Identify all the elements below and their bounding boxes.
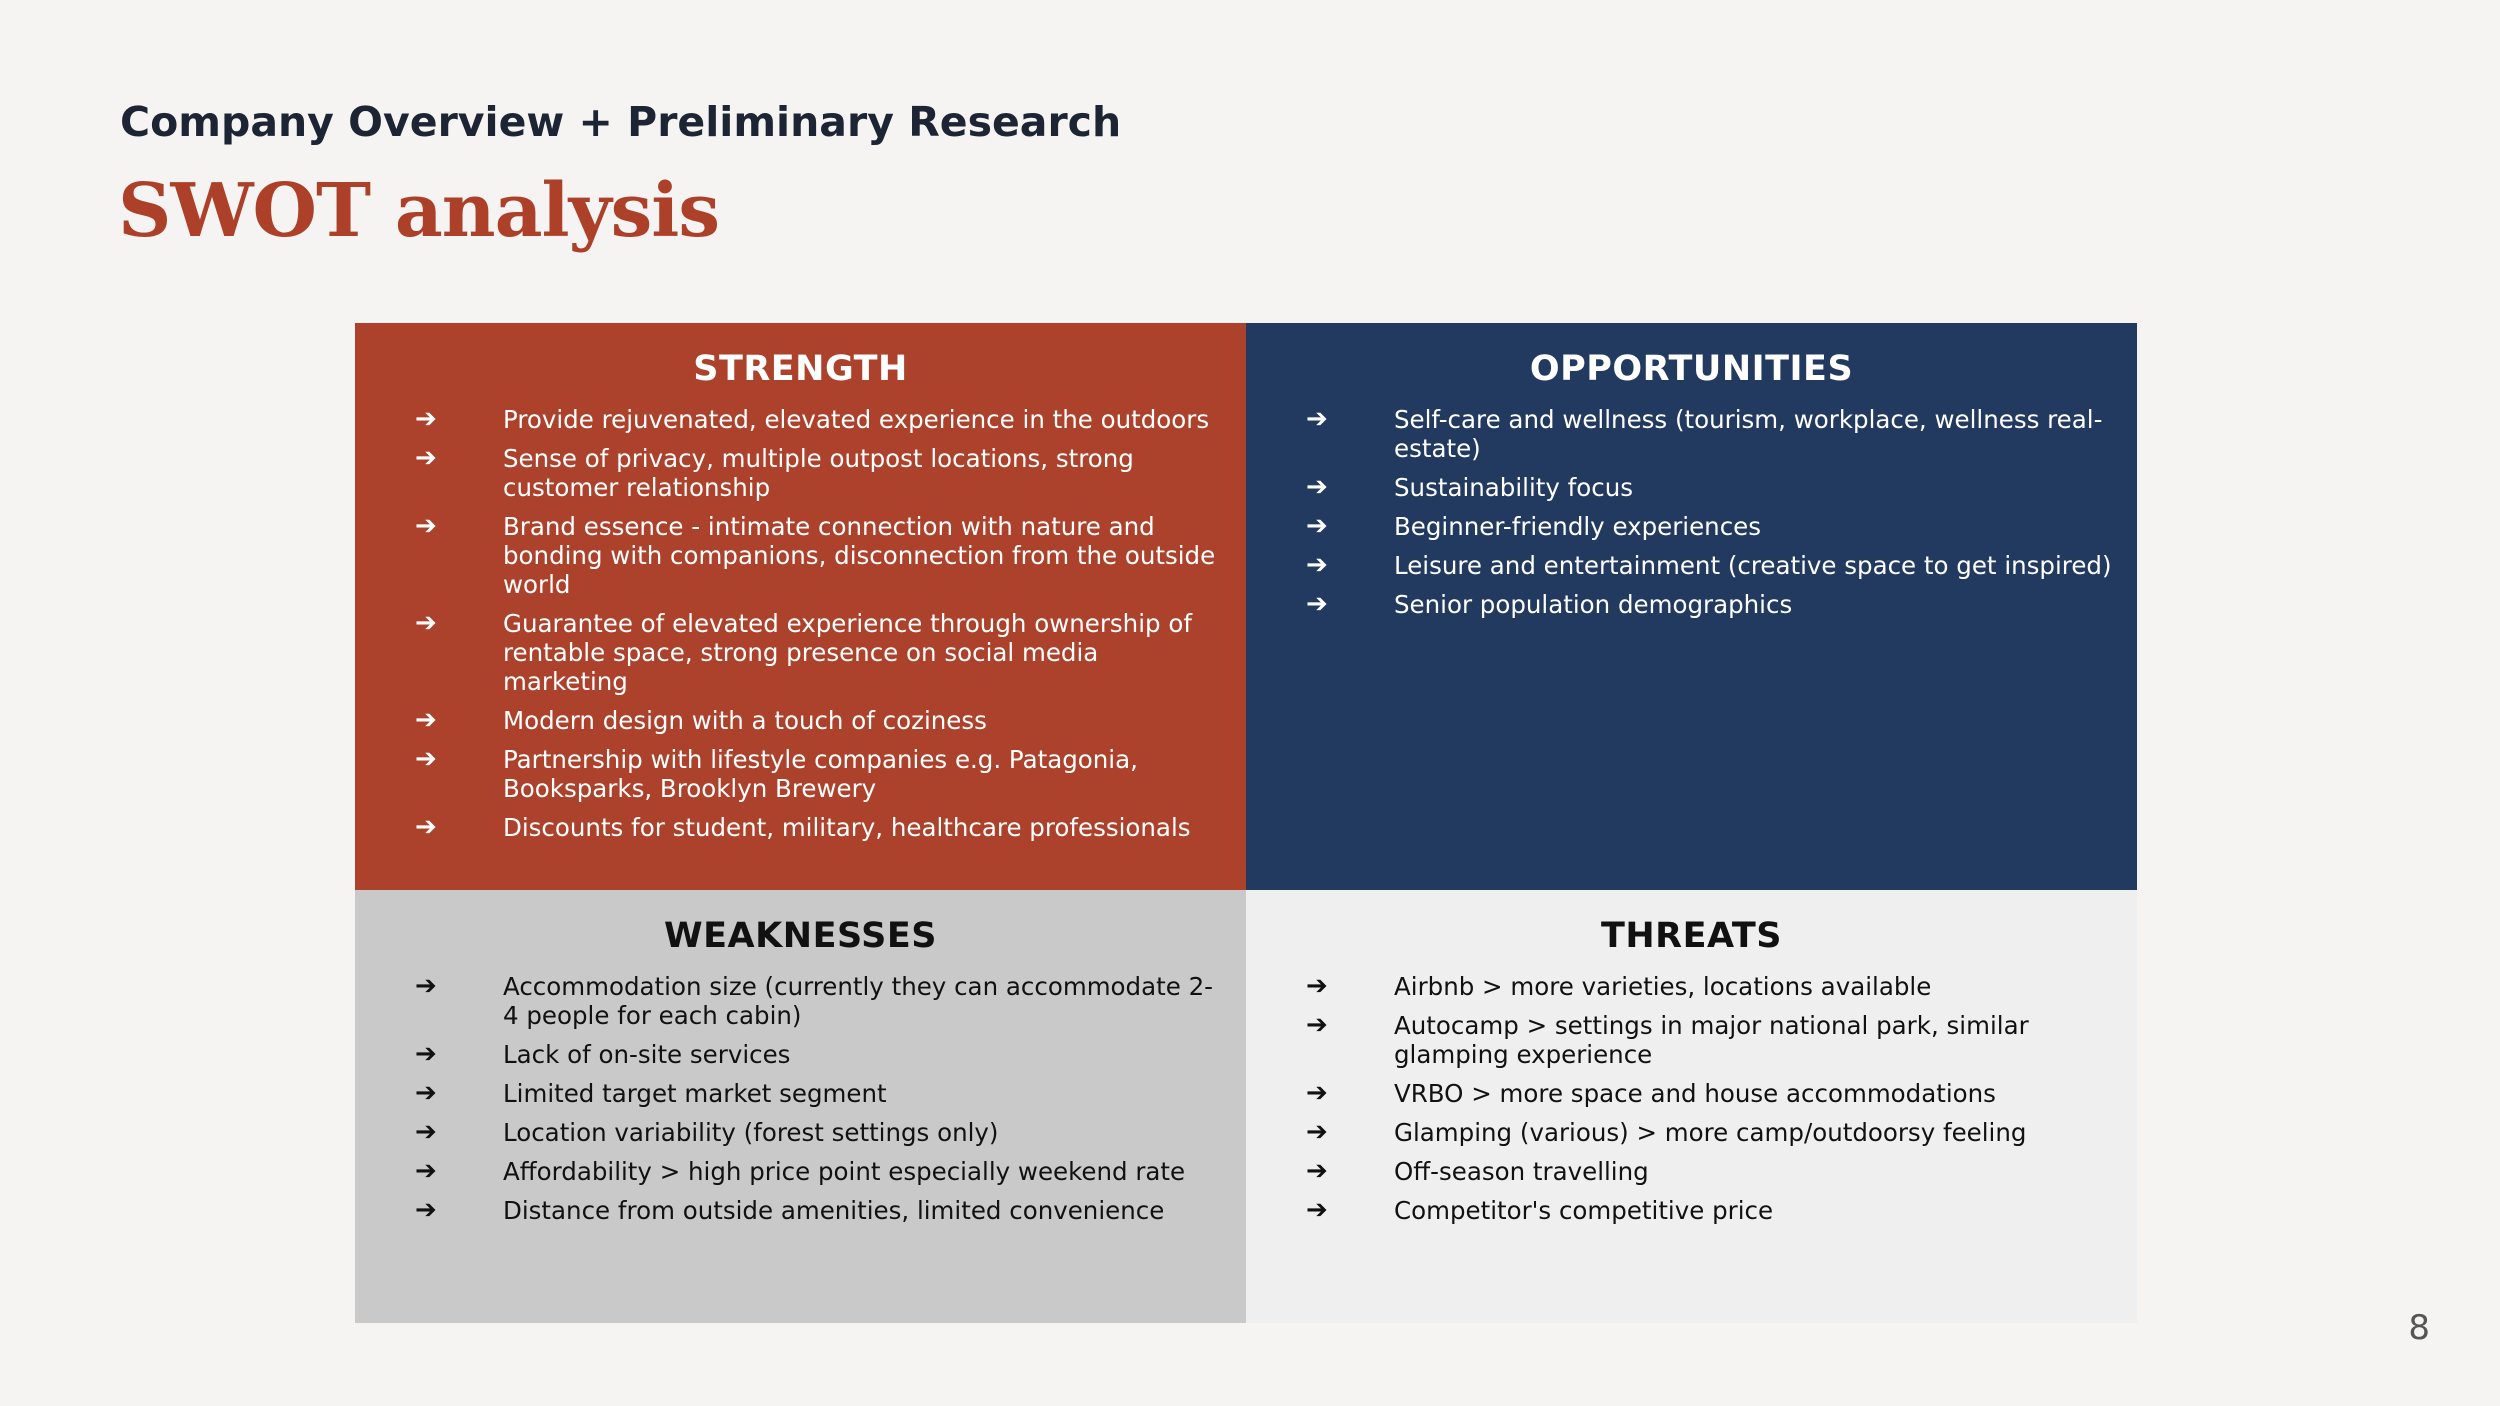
list-item	[1246, 512, 2137, 541]
list-item-text: Guarantee of elevated experience through ownership of rentable space, strong presence on social media marketing	[503, 609, 1192, 696]
arrow-bullet-icon: ➔	[1306, 1117, 1328, 1147]
list-item	[1246, 1118, 2137, 1147]
list-item	[355, 1118, 1246, 1147]
list-item-text: Beginner-friendly experiences	[1394, 512, 1762, 541]
list-item-text: Airbnb > more varieties, locations available	[1394, 972, 1932, 1001]
threats-list	[1246, 972, 2137, 1235]
arrow-bullet-icon: ➔	[415, 705, 437, 735]
list-item-text: Competitor's competitive price	[1394, 1196, 1774, 1225]
opportunities-list	[1246, 405, 2137, 629]
arrow-bullet-icon: ➔	[1306, 1010, 1328, 1040]
list-item-text: Accommodation size (currently they can accommodate 2-4 people for each cabin)	[503, 972, 1214, 1030]
list-item-text: Limited target market segment	[503, 1079, 887, 1108]
list-item	[1246, 473, 2137, 502]
list-item-text: Discounts for student, military, healthcare professionals	[503, 813, 1191, 842]
list-item-text: Partnership with lifestyle companies e.g. Patagonia, Booksparks, Brooklyn Brewery	[503, 745, 1138, 803]
list-item-text: Glamping (various) > more camp/outdoorsy feeling	[1394, 1118, 2027, 1147]
arrow-bullet-icon: ➔	[415, 1195, 437, 1225]
arrow-bullet-icon: ➔	[1306, 550, 1328, 580]
list-item	[1246, 1157, 2137, 1186]
list-item	[1246, 405, 2137, 463]
list-item-text: Leisure and entertainment (creative space to get inspired)	[1394, 551, 2112, 580]
arrow-bullet-icon: ➔	[415, 1156, 437, 1186]
list-item	[355, 706, 1246, 735]
arrow-bullet-icon: ➔	[1306, 589, 1328, 619]
arrow-bullet-icon: ➔	[415, 511, 437, 541]
arrow-bullet-icon: ➔	[1306, 1195, 1328, 1225]
list-item	[355, 1040, 1246, 1069]
page-number: 8	[2408, 1308, 2430, 1348]
list-item	[1246, 1196, 2137, 1225]
arrow-bullet-icon: ➔	[415, 812, 437, 842]
list-item	[355, 745, 1246, 803]
list-item	[1246, 590, 2137, 619]
arrow-bullet-icon: ➔	[1306, 404, 1328, 434]
list-item-text: Modern design with a touch of coziness	[503, 706, 987, 735]
list-item	[1246, 551, 2137, 580]
list-item-text: Location variability (forest settings only)	[503, 1118, 999, 1147]
list-item	[355, 444, 1246, 502]
list-item	[355, 512, 1246, 599]
list-item-text: Lack of on-site services	[503, 1040, 791, 1069]
weaknesses-heading: WEAKNESSES	[664, 916, 937, 956]
list-item	[1246, 1079, 2137, 1108]
list-item	[355, 1079, 1246, 1108]
arrow-bullet-icon: ➔	[415, 443, 437, 473]
slide-title: SWOT analysis	[118, 168, 720, 254]
opportunities-heading: OPPORTUNITIES	[1529, 349, 1854, 389]
list-item-text: Senior population demographics	[1394, 590, 1793, 619]
arrow-bullet-icon: ➔	[415, 1117, 437, 1147]
list-item	[1246, 972, 2137, 1001]
list-item	[355, 813, 1246, 842]
list-item	[355, 1157, 1246, 1186]
list-item-text: Brand essence - intimate connection with nature and bonding with companions, disconnection from the outside world	[503, 512, 1216, 599]
list-item-text: Distance from outside amenities, limited convenience	[503, 1196, 1165, 1225]
arrow-bullet-icon: ➔	[1306, 511, 1328, 541]
arrow-bullet-icon: ➔	[1306, 1156, 1328, 1186]
strength-list	[355, 405, 1246, 852]
swot-grid	[355, 323, 2137, 1323]
arrow-bullet-icon: ➔	[1306, 1078, 1328, 1108]
list-item-text: Autocamp > settings in major national park, similar glamping experience	[1394, 1011, 2029, 1069]
strength-quadrant	[355, 323, 1246, 890]
list-item-text: Sustainability focus	[1394, 473, 1634, 502]
threats-heading: THREATS	[1601, 916, 1782, 956]
list-item	[355, 972, 1246, 1030]
list-item-text: Sense of privacy, multiple outpost locations, strong customer relationship	[503, 444, 1134, 502]
list-item	[355, 405, 1246, 434]
list-item	[355, 609, 1246, 696]
list-item	[1246, 1011, 2137, 1069]
list-item-text: Affordability > high price point especially weekend rate	[503, 1157, 1186, 1186]
weaknesses-quadrant	[355, 890, 1246, 1323]
arrow-bullet-icon: ➔	[415, 608, 437, 638]
arrow-bullet-icon: ➔	[415, 971, 437, 1001]
list-item-text: Provide rejuvenated, elevated experience in the outdoors	[503, 405, 1210, 434]
arrow-bullet-icon: ➔	[415, 1039, 437, 1069]
arrow-bullet-icon: ➔	[415, 1078, 437, 1108]
strength-heading: STRENGTH	[693, 349, 908, 389]
threats-quadrant	[1246, 890, 2137, 1323]
list-item-text: Self-care and wellness (tourism, workplace, wellness real-estate)	[1394, 405, 2103, 463]
arrow-bullet-icon: ➔	[415, 744, 437, 774]
opportunities-quadrant	[1246, 323, 2137, 890]
arrow-bullet-icon: ➔	[1306, 472, 1328, 502]
arrow-bullet-icon: ➔	[415, 404, 437, 434]
arrow-bullet-icon: ➔	[1306, 971, 1328, 1001]
list-item	[355, 1196, 1246, 1225]
section-eyebrow: Company Overview + Preliminary Research	[120, 98, 1122, 146]
weaknesses-list	[355, 972, 1246, 1235]
list-item-text: VRBO > more space and house accommodations	[1394, 1079, 1996, 1108]
list-item-text: Off-season travelling	[1394, 1157, 1649, 1186]
